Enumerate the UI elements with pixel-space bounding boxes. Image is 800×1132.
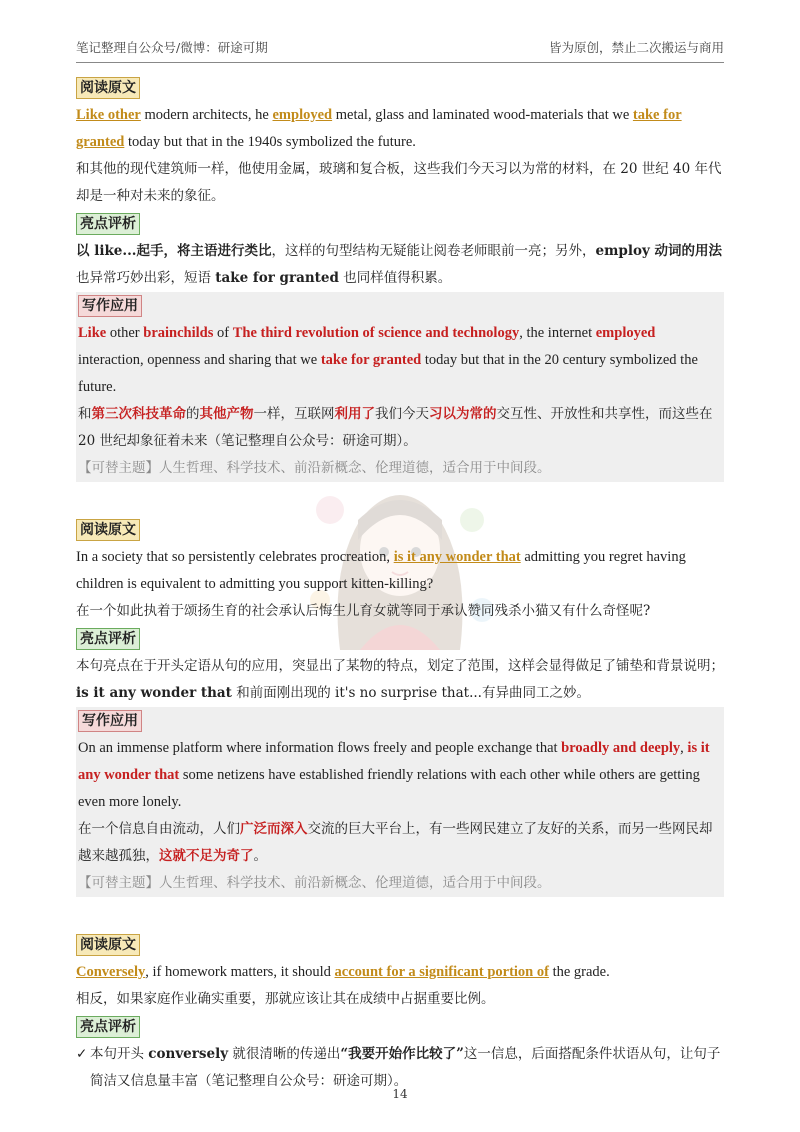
s1-application-block xyxy=(76,292,724,482)
text: 其他产物 xyxy=(199,406,254,422)
text: 我们今天 xyxy=(375,406,429,422)
label-highlight: 亮点评析 xyxy=(76,628,140,650)
label-reading-original: 阅读原文 xyxy=(76,519,140,541)
text: In a society that so persistently celebrates procreation, xyxy=(76,549,394,565)
text: 。 xyxy=(253,848,267,864)
text: , the internet xyxy=(519,325,596,341)
text: , xyxy=(680,740,688,756)
text: admitting you regret having children is equivalent to admitting you support kitten-killing? xyxy=(76,549,686,592)
s1-theme: 【可替主题】人生哲理、科学技术、前沿新概念、伦理道德，适合用于中间段。 xyxy=(78,460,551,476)
text: The third revolution of science and technology xyxy=(232,325,520,341)
text: today but that in the 1940s symbolized the future. xyxy=(124,134,416,150)
text: On an immense platform where information flows freely and people exchange that xyxy=(78,740,562,756)
text: 在一个信息自由流动，人们 xyxy=(78,821,240,837)
checkmark-icon: ✓ xyxy=(76,1046,88,1062)
section-spacer xyxy=(76,897,724,931)
text: 本句亮点在于开头定语从句的应用，突显出了某物的特点，划定了范围，这样会显得做足了铺垫和背景说明； xyxy=(76,658,724,674)
text: today but that in the 20 century symbolized the future. xyxy=(78,352,698,395)
section-spacer xyxy=(76,482,724,516)
label-writing-application: 写作应用 xyxy=(78,710,142,732)
phrase: take for granted xyxy=(76,107,682,150)
page-number: 14 xyxy=(392,1087,408,1101)
label-highlight: 亮点评析 xyxy=(76,1016,140,1038)
s2-application-en xyxy=(78,735,722,816)
text: Like xyxy=(78,325,107,341)
text: 这一信息，后面搭配条件状语从句，让句子简洁又信息量丰富（笔记整理自公众号：研途可期）。 xyxy=(90,1046,721,1089)
s3-original-en xyxy=(76,959,724,986)
s1-application-zh xyxy=(78,401,722,455)
text: conversely xyxy=(148,1046,229,1062)
s2-application-block xyxy=(76,707,724,897)
s2-application-zh xyxy=(78,816,722,870)
text: interaction, openness and sharing that we xyxy=(78,352,321,368)
text: of xyxy=(213,325,233,341)
phrase: Conversely xyxy=(76,964,146,980)
text: take for granted xyxy=(320,352,422,368)
phrase: employed xyxy=(272,107,333,123)
text: employ 动词的用法 xyxy=(595,243,722,259)
text: 和前面刚出现的 it's no surprise that...有异曲同工之妙。 xyxy=(231,685,590,701)
text: modern architects, he xyxy=(140,107,273,123)
s1-original-zh: 和其他的现代建筑师一样，他使用金属，玻璃和复合板，这些我们今天习以为常的材料，在 20 世纪 40 年代却是一种对未来的象征。 xyxy=(76,161,722,204)
text: 也异常巧妙出彩，短语 xyxy=(76,270,216,286)
text: other xyxy=(106,325,144,341)
text: 交互性、开放性和共享性，而这些在 20 世纪却象征着未来（笔记整理自公众号：研途可期）。 xyxy=(78,406,713,449)
header-right: 皆为原创，禁止二次搬运与商用 xyxy=(548,40,724,55)
text: 广泛而深入 xyxy=(240,821,308,837)
s1-original-en xyxy=(76,102,724,156)
text: employed xyxy=(595,325,656,341)
s2-original-en xyxy=(76,544,724,598)
s3-original-zh: 相反，如果家庭作业确实重要，那就应该让其在成绩中占据重要比例。 xyxy=(76,991,495,1007)
text: 一样，互联网 xyxy=(253,406,335,422)
text: 的 xyxy=(186,406,200,422)
text: 也同样值得积累。 xyxy=(338,270,452,286)
text: 本句开头 xyxy=(90,1046,149,1062)
text: metal, glass and laminated wood-materials that we xyxy=(332,107,633,123)
page-header xyxy=(76,38,724,56)
s1-application-en xyxy=(78,320,722,401)
text: 利用了 xyxy=(334,406,375,422)
text: 以 like...起手，将主语进行类比 xyxy=(76,243,272,259)
text: , if homework matters, it should xyxy=(145,964,335,980)
text: “我要开始作比较了” xyxy=(340,1046,464,1062)
text: the grade. xyxy=(548,964,610,980)
label-highlight: 亮点评析 xyxy=(76,213,140,235)
text: brainchilds xyxy=(143,325,214,341)
phrase: is it any wonder that xyxy=(393,549,521,565)
phrase: account for a significant portion of xyxy=(334,964,549,980)
text: 和 xyxy=(78,406,92,422)
text: broadly and deeply xyxy=(561,740,681,756)
s1-highlight xyxy=(76,238,724,292)
text: 习以为常的 xyxy=(429,406,497,422)
text: 第三次科技革命 xyxy=(91,406,186,422)
text: some netizens have established friendly relations with each other while others are getting even more lonely. xyxy=(78,767,700,810)
header-divider xyxy=(76,62,724,63)
s2-highlight xyxy=(76,653,724,707)
page-content xyxy=(76,74,724,1095)
s2-theme: 【可替主题】人生哲理、科学技术、前沿新概念、伦理道德，适合用于中间段。 xyxy=(78,875,551,891)
text: is it any wonder that xyxy=(78,740,710,783)
s2-original-zh: 在一个如此执着于颂扬生育的社会承认后悔生儿育女就等同于承认赞同残杀小猫又有什么奇怪呢? xyxy=(76,603,651,619)
text: 交流的巨大平台上，有一些网民建立了友好的关系，而另一些网民却越来越孤独， xyxy=(78,821,713,864)
text: 就很清晰的传递出 xyxy=(228,1046,341,1062)
phrase: Like other xyxy=(76,107,141,123)
text: take for granted xyxy=(215,270,339,286)
header-left: 笔记整理自公众号/微博：研途可期 xyxy=(76,40,268,55)
text: is it any wonder that xyxy=(76,685,232,701)
label-reading-original: 阅读原文 xyxy=(76,77,140,99)
text: 这就不足为奇了 xyxy=(159,848,254,864)
text: ，这样的句型结构无疑能让阅卷老师眼前一亮；另外， xyxy=(271,243,596,259)
label-reading-original: 阅读原文 xyxy=(76,934,140,956)
label-writing-application: 写作应用 xyxy=(78,295,142,317)
